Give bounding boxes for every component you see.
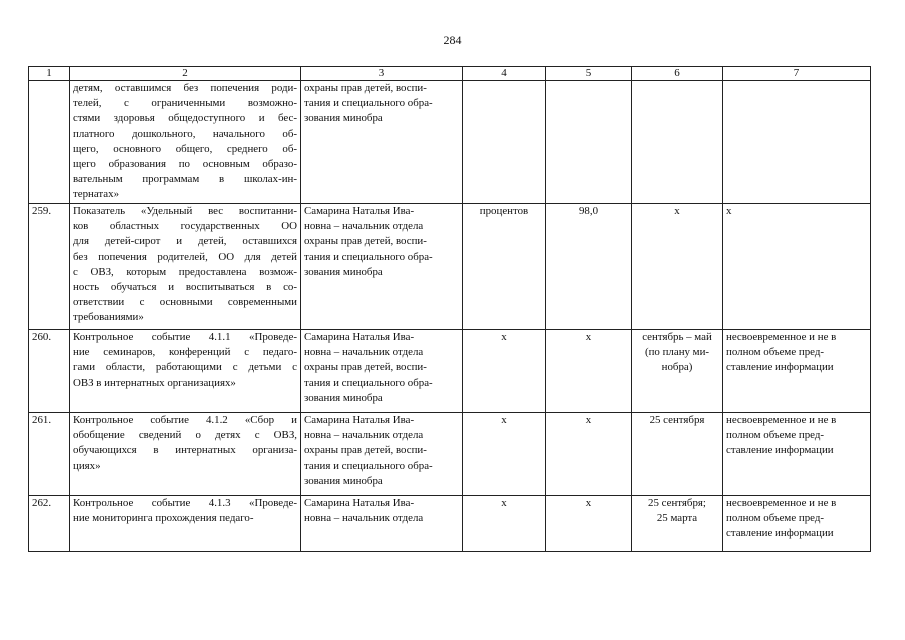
text-line: зования минобра bbox=[304, 391, 383, 404]
responsible-person bbox=[301, 413, 463, 496]
text-line: щего, основного общего, среднего об- bbox=[73, 142, 297, 155]
text-line: охраны прав детей, воспи- bbox=[304, 444, 427, 457]
text-line: нобра) bbox=[661, 361, 693, 374]
unit-of-measure: х bbox=[463, 413, 546, 496]
text-line: полном объеме пред- bbox=[726, 429, 825, 442]
risk-description bbox=[723, 496, 871, 552]
responsible-person bbox=[301, 496, 463, 552]
text-line: вательным программам в школах-ин- bbox=[73, 173, 297, 186]
row-number bbox=[29, 81, 70, 204]
target-value: х bbox=[546, 413, 632, 496]
text-line: тания и специального обра- bbox=[304, 459, 433, 472]
unit-of-measure bbox=[463, 81, 546, 204]
page-number: 284 bbox=[443, 33, 462, 47]
deadline bbox=[632, 330, 723, 413]
text-line: платного дошкольного, начального об- bbox=[73, 127, 297, 140]
column-number-row bbox=[29, 67, 871, 81]
risk-description bbox=[723, 330, 871, 413]
text-line: тания и специального обра- bbox=[304, 97, 433, 110]
text-line: стями здоровья общедоступного и бес- bbox=[73, 112, 297, 125]
risk-description bbox=[723, 413, 871, 496]
table-row bbox=[29, 204, 871, 330]
target-value: 98,0 bbox=[546, 204, 632, 330]
text-line: сентябрь – май bbox=[642, 331, 712, 343]
text-line: несвоевременное и не в bbox=[726, 497, 837, 509]
text-line: ность обучаться и воспитываться в со- bbox=[73, 281, 297, 294]
column-number: 5 bbox=[546, 67, 632, 81]
event-description bbox=[70, 330, 301, 413]
event-description bbox=[70, 81, 301, 204]
event-description bbox=[70, 496, 301, 552]
table-row bbox=[29, 81, 871, 204]
unit-of-measure: процентов bbox=[463, 204, 546, 330]
row-number: 262. bbox=[29, 496, 70, 552]
text-line: ответствии с основными современными bbox=[73, 296, 297, 309]
column-number: 4 bbox=[463, 67, 546, 81]
text-line: Самарина Наталья Ива- bbox=[304, 331, 415, 343]
text-line: несвоевременное и не в bbox=[726, 331, 837, 343]
risk-description bbox=[723, 204, 871, 330]
text-line: новна – начальник отдела bbox=[304, 346, 424, 359]
text-line: новна – начальник отдела bbox=[304, 220, 424, 233]
event-description bbox=[70, 413, 301, 496]
plan-table bbox=[28, 66, 871, 552]
text-line: Контрольное событие 4.1.1 «Проведе- bbox=[73, 331, 297, 343]
deadline bbox=[632, 204, 723, 330]
text-line: охраны прав детей, воспи- bbox=[304, 235, 427, 248]
text-line: зования минобра bbox=[304, 474, 383, 487]
column-number: 6 bbox=[632, 67, 723, 81]
text-line: с ОВЗ, которым предоставлена возмож- bbox=[73, 265, 297, 278]
target-value: х bbox=[546, 330, 632, 413]
text-line: 25 сентября; bbox=[648, 497, 706, 509]
text-line: обобщение сведений о детях с ОВЗ, bbox=[73, 429, 297, 442]
column-number: 3 bbox=[301, 67, 463, 81]
text-line: зования минобра bbox=[304, 265, 383, 278]
text-line: 25 марта bbox=[656, 512, 698, 525]
deadline bbox=[632, 496, 723, 552]
text-line: ставление информации bbox=[726, 444, 834, 457]
text-line: новна – начальник отдела bbox=[304, 512, 424, 525]
column-number: 1 bbox=[29, 67, 70, 81]
text-line: обучающихся в интернатных организа- bbox=[73, 444, 297, 457]
text-line: гами области, работающими с детьми с bbox=[73, 361, 297, 374]
text-line: охраны прав детей, воспи- bbox=[304, 82, 427, 94]
text-line: детям, оставшимся без попечения роди- bbox=[73, 82, 297, 94]
text-line: х bbox=[674, 205, 680, 217]
text-line: циях» bbox=[73, 459, 101, 472]
row-number: 260. bbox=[29, 330, 70, 413]
text-line: тания и специального обра- bbox=[304, 376, 433, 389]
target-value bbox=[546, 81, 632, 204]
responsible-person bbox=[301, 81, 463, 204]
risk-description bbox=[723, 81, 871, 204]
unit-of-measure: х bbox=[463, 496, 546, 552]
unit-of-measure: х bbox=[463, 330, 546, 413]
text-line: тернатах» bbox=[73, 188, 120, 201]
deadline bbox=[632, 81, 723, 204]
text-line: х bbox=[726, 205, 732, 217]
text-line: зования минобра bbox=[304, 112, 383, 125]
column-number: 2 bbox=[70, 67, 301, 81]
text-line: Самарина Наталья Ива- bbox=[304, 205, 415, 217]
text-line: щего образования по основным образо- bbox=[73, 158, 297, 171]
table-row bbox=[29, 330, 871, 413]
column-number: 7 bbox=[723, 67, 871, 81]
text-line: ние мониторинга прохождения педаго- bbox=[73, 512, 254, 525]
text-line: ОВЗ в интернатных организациях» bbox=[73, 376, 236, 389]
table-row bbox=[29, 496, 871, 552]
text-line: ставление информации bbox=[726, 527, 834, 540]
table-row bbox=[29, 413, 871, 496]
text-line: новна – начальник отдела bbox=[304, 429, 424, 442]
text-line: (по плану ми- bbox=[644, 346, 710, 359]
text-line: Самарина Наталья Ива- bbox=[304, 497, 415, 509]
text-line: полном объеме пред- bbox=[726, 512, 825, 525]
responsible-person bbox=[301, 330, 463, 413]
row-number: 261. bbox=[29, 413, 70, 496]
text-line: Контрольное событие 4.1.3 «Проведе- bbox=[73, 497, 297, 509]
text-line: без попечения родителей, ОО для детей bbox=[73, 250, 297, 263]
text-line: Показатель «Удельный вес воспитанни- bbox=[73, 205, 297, 217]
text-line: для детей-сирот и детей, оставшихся bbox=[73, 235, 297, 248]
text-line: ставление информации bbox=[726, 361, 834, 374]
text-line: требованиями» bbox=[73, 311, 144, 324]
text-line: 25 сентября bbox=[649, 414, 705, 426]
text-line: телей, с ограниченными возможно- bbox=[73, 97, 297, 110]
text-line: Контрольное событие 4.1.2 «Сбор и bbox=[73, 414, 297, 426]
event-description bbox=[70, 204, 301, 330]
row-number: 259. bbox=[29, 204, 70, 330]
text-line: Самарина Наталья Ива- bbox=[304, 414, 415, 426]
text-line: ние семинаров, конференций с педаго- bbox=[73, 346, 297, 359]
responsible-person bbox=[301, 204, 463, 330]
text-line: несвоевременное и не в bbox=[726, 414, 837, 426]
text-line: тания и специального обра- bbox=[304, 250, 433, 263]
text-line: ков областных государственных ОО bbox=[73, 220, 297, 233]
deadline bbox=[632, 413, 723, 496]
text-line: охраны прав детей, воспи- bbox=[304, 361, 427, 374]
text-line: полном объеме пред- bbox=[726, 346, 825, 359]
target-value: х bbox=[546, 496, 632, 552]
